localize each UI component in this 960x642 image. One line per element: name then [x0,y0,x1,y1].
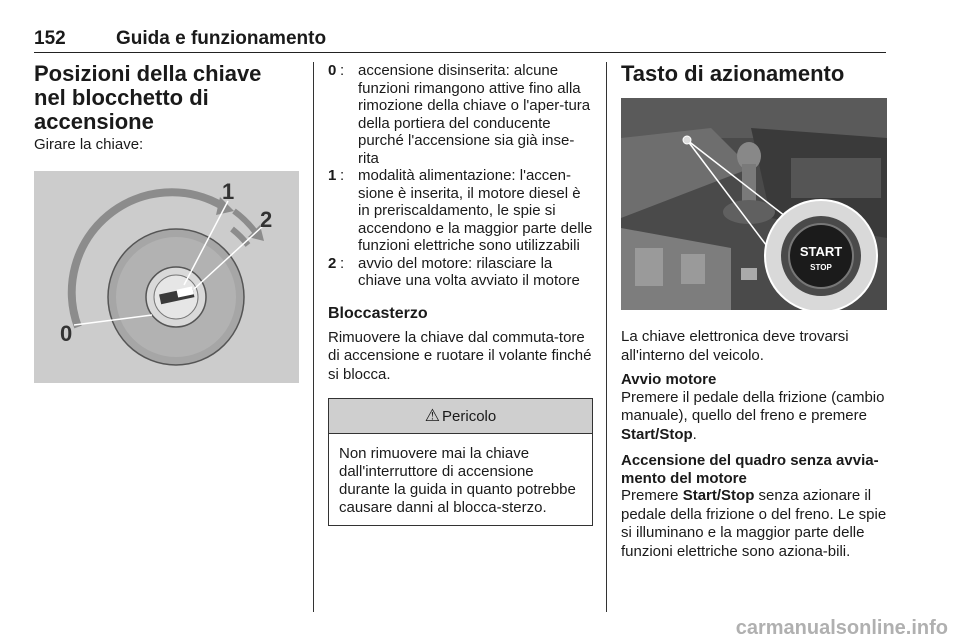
position-description: modalità alimentazione: l'accen-sione è inserita, il motore diesel è in preriscaldamento, le spie si accendono e la maggior parte delle funzioni elettriche sono utilizzabili [358,167,593,254]
start-button-figure [621,98,887,310]
separator: : [340,167,345,184]
position-description: accensione disinserita: alcune funzioni rimangono attive fino alla rimozione della chiave o l'aper-tura della portiera del conducente purché l'accensione sia già inse-rita [358,62,591,167]
heading-start-button: Tasto di azionamento [621,61,845,86]
warning-title: Pericolo [442,407,497,425]
position-number: 2 [328,254,337,272]
ignition-key-figure [34,171,299,383]
page-number: 152 [34,28,66,49]
steering-lock-text: Rimuovere la chiave dal commuta-tore di accensione e ruotare il volante finché si blocca. [328,328,592,383]
warning-text: Non rimuovere mai la chiave dall'interruttore di accensione durante la guida in quanto potrebbe causare danni al blocca-sterzo. [339,445,576,516]
warning-box [328,398,593,526]
column-divider [606,62,607,612]
engine-start-text: Premere il pedale della frizione (cambio manuale), quello del freno e premere Start/Stop. [621,388,885,443]
heading-key-positions: Posizioni della chiave nel blocchetto di accensione [34,61,262,134]
list-item [328,62,593,167]
start-stop-term: Start/Stop [682,487,755,504]
section-title: Guida e funzionamento [116,28,327,49]
stop-label: STOP [810,263,832,272]
column-start-button [621,62,887,561]
position-description: avvio del motore: rilasciare la chiave una volta avviato il motore [358,254,580,289]
position-label-2: 2 [260,206,273,232]
subheading-ignition-on: Accensione del quadro senza avvia-mento del motore [621,452,879,487]
lead-text: Girare la chiave: [34,136,144,153]
warning-triangle-icon: ⚠ [424,406,441,425]
start-label: START [799,244,843,259]
separator: : [340,254,345,272]
list-item [328,255,593,290]
position-label-1: 1 [222,178,235,204]
warning-header [329,399,592,434]
start-stop-term: Start/Stop [621,425,693,443]
column-positions-description [328,62,593,526]
list-item [328,167,593,255]
column-divider [313,62,314,612]
dashboard-illustration [621,98,887,310]
watermark: carmanualsonline.info [735,617,948,639]
heading-steering-lock: Bloccasterzo [328,304,428,322]
position-label-0: 0 [60,320,73,346]
position-number: 1 [328,167,337,184]
separator: : [340,62,345,79]
intro-text: La chiave elettronica deve trovarsi all'interno del veicolo. [621,328,849,364]
subheading-engine-start: Avvio motore [621,371,717,388]
position-number: 0 [328,62,337,79]
page-header [34,30,886,53]
ignition-lock-illustration [34,171,299,383]
column-key-positions [34,62,299,383]
position-list [328,62,593,290]
ignition-on-text: Premere Start/Stop senza azionare il pedale della frizione o del freno. Le spie si illuminano e la maggior parte delle funzioni elettriche sono aziona-bili. [621,487,887,560]
